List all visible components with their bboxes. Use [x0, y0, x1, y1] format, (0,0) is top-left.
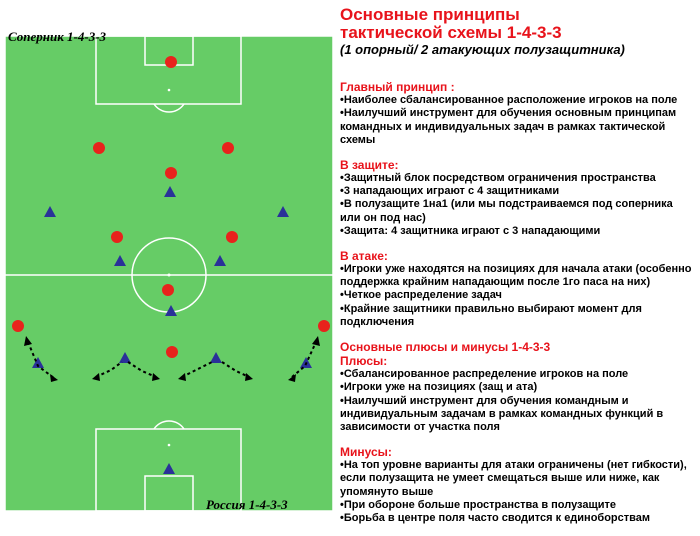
- section-item: •3 нападающих играют с 4 защитниками: [340, 185, 560, 198]
- opponent-player-icon: [111, 231, 123, 243]
- section-heading: Минусы:: [340, 444, 392, 459]
- section-item: •Защита: 4 защитника играют с 3 нападающими: [340, 225, 601, 238]
- opponent-player-icon: [12, 320, 24, 332]
- opponent-player-icon: [166, 346, 178, 358]
- section-item: •Наилучший инструмент для обучения основным принципам командных и индивидуальных задач в рамках тактической схемы: [340, 107, 677, 147]
- section-item: •Сбалансированное распределение игроков на поле: [340, 367, 629, 380]
- section-item: •В полузащите 1на1 (или мы подстраиваемся под соперника или он под нас): [340, 198, 673, 224]
- section-defense: [340, 158, 696, 239]
- opponent-player-icon: [318, 320, 330, 332]
- opponent-player-icon: [162, 284, 174, 296]
- opponent-formation-label: Соперник 1-4-3-3: [8, 29, 107, 44]
- section-item: •Крайние защитники правильно выбирают момент для подключения: [340, 302, 642, 329]
- russia-formation-label: Россия 1-4-3-3: [206, 497, 288, 512]
- bottom-penalty-spot: [168, 444, 171, 447]
- section-heading: Главный принцип :: [340, 80, 455, 94]
- section-attack: [340, 249, 696, 330]
- section-item: •Защитный блок посредством ограничения пространства: [340, 171, 656, 184]
- section-cons: [340, 445, 696, 526]
- title-line-1: Основные принципы: [340, 5, 520, 24]
- subtitle: (1 опорный/ 2 атакующих полузащитника): [340, 42, 625, 57]
- top-penalty-spot: [168, 89, 171, 92]
- opponent-player-icon: [222, 142, 234, 154]
- opponent-player-icon: [226, 231, 238, 243]
- section-item: •Наилучший инструмент для обучения командным и индивидуальным задачам в рамках командных функций в зависимости от участка поля: [340, 394, 664, 434]
- football-pitch: [5, 36, 333, 511]
- section-item: •Игроки уже на позициях (защ и ата): [340, 381, 538, 394]
- center-spot: [168, 274, 171, 277]
- section-item: •Игроки уже находятся на позициях для начала атаки (особенно поддержка крайним нападающим после 1го паса на них): [340, 262, 692, 289]
- section-subheading: Плюсы:: [340, 353, 388, 368]
- title-block: [340, 6, 696, 58]
- section-item: •Борьба в центре поля часто сводится к единоборствам: [340, 512, 651, 525]
- opponent-player-icon: [93, 142, 105, 154]
- opponent-player-icon: [165, 167, 177, 179]
- section-item: •На топ уровне варианты для атаки ограничены (нет гибкости), если полузащита не умеет смещаться выше или ниже, как упомянуто выше: [340, 458, 687, 498]
- section-item: •При обороне больше пространства в полузащите: [340, 498, 617, 511]
- section-pros: [340, 340, 696, 435]
- principles-text: [340, 80, 696, 536]
- opponent-goalkeeper-icon: [165, 56, 177, 68]
- section-heading: В защите:: [340, 157, 399, 172]
- section-heading: Основные плюсы и минусы 1-4-3-3: [340, 339, 551, 354]
- title-line-2: тактической схемы 1-4-3-3: [340, 23, 562, 42]
- section-item: •Четкое распределение задач: [340, 289, 502, 302]
- section-main-principle: [340, 80, 696, 148]
- section-item: •Наиболее сбалансированное расположение игроков на поле: [340, 94, 678, 106]
- section-heading: В атаке:: [340, 248, 388, 263]
